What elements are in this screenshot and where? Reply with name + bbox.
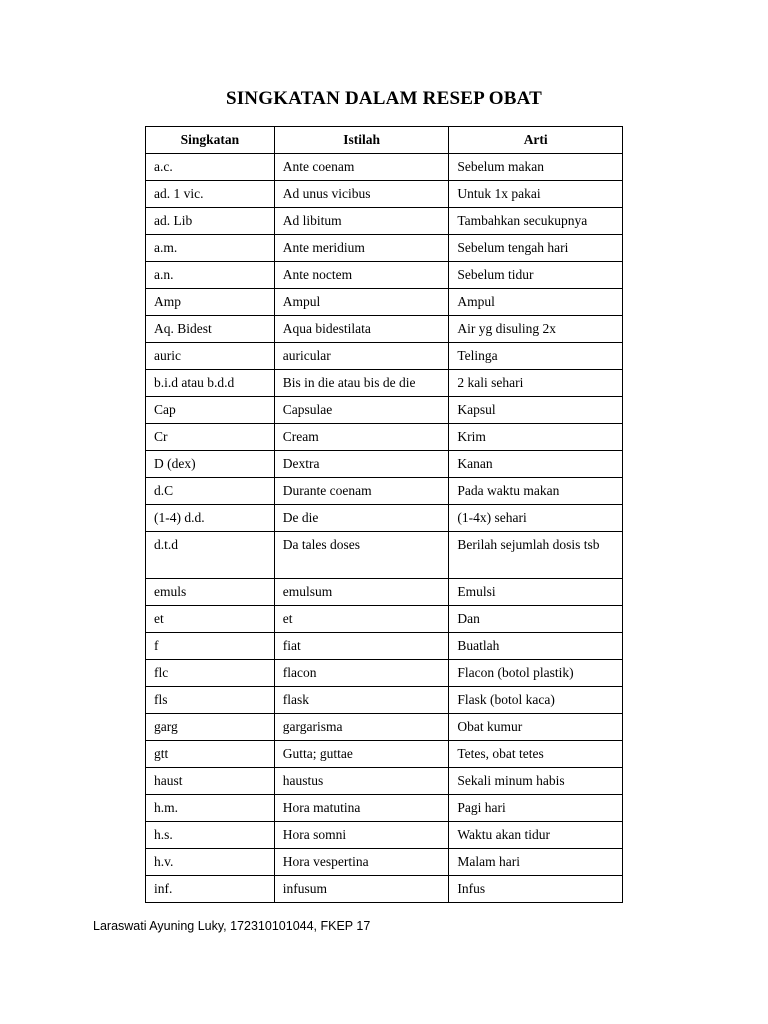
cell-arti: Sebelum makan (449, 154, 623, 181)
table-row (146, 741, 623, 768)
table-row (146, 370, 623, 397)
cell-istilah: Gutta; guttae (274, 741, 449, 768)
cell-singkatan: a.c. (146, 154, 275, 181)
table-row (146, 795, 623, 822)
table-row (146, 822, 623, 849)
table-row (146, 289, 623, 316)
cell-singkatan: flc (146, 660, 275, 687)
cell-arti: Ampul (449, 289, 623, 316)
cell-arti: Untuk 1x pakai (449, 181, 623, 208)
header-singkatan: Singkatan (146, 127, 275, 154)
cell-singkatan: gtt (146, 741, 275, 768)
cell-arti: Krim (449, 424, 623, 451)
cell-istilah: Ante coenam (274, 154, 449, 181)
cell-istilah: Cream (274, 424, 449, 451)
cell-singkatan: Aq. Bidest (146, 316, 275, 343)
cell-singkatan: h.s. (146, 822, 275, 849)
cell-istilah: emulsum (274, 579, 449, 606)
table-header-row (146, 127, 623, 154)
cell-arti: Sekali minum habis (449, 768, 623, 795)
table-row (146, 714, 623, 741)
cell-istilah: Ante meridium (274, 235, 449, 262)
cell-istilah: Aqua bidestilata (274, 316, 449, 343)
table-row (146, 633, 623, 660)
table-row (146, 532, 623, 579)
cell-arti: Tambahkan secukupnya (449, 208, 623, 235)
cell-singkatan: Cap (146, 397, 275, 424)
cell-istilah: auricular (274, 343, 449, 370)
cell-arti: Sebelum tidur (449, 262, 623, 289)
table-row (146, 768, 623, 795)
cell-arti: Flacon (botol plastik) (449, 660, 623, 687)
cell-singkatan: d.t.d (146, 532, 275, 579)
cell-istilah: Da tales doses (274, 532, 449, 579)
cell-singkatan: Amp (146, 289, 275, 316)
cell-arti: Obat kumur (449, 714, 623, 741)
cell-istilah: Hora somni (274, 822, 449, 849)
cell-singkatan: h.v. (146, 849, 275, 876)
table-row (146, 849, 623, 876)
cell-istilah: fiat (274, 633, 449, 660)
cell-arti: Sebelum tengah hari (449, 235, 623, 262)
cell-singkatan: et (146, 606, 275, 633)
cell-singkatan: ad. Lib (146, 208, 275, 235)
author-footer: Laraswati Ayuning Luky, 172310101044, FKEP 17 (93, 919, 371, 933)
table-row (146, 876, 623, 903)
cell-arti: Dan (449, 606, 623, 633)
cell-istilah: Ad libitum (274, 208, 449, 235)
cell-singkatan: h.m. (146, 795, 275, 822)
table-row (146, 451, 623, 478)
cell-arti: Kapsul (449, 397, 623, 424)
header-arti: Arti (449, 127, 623, 154)
cell-arti: Buatlah (449, 633, 623, 660)
table-row (146, 235, 623, 262)
cell-singkatan: inf. (146, 876, 275, 903)
table-row (146, 606, 623, 633)
cell-singkatan: Cr (146, 424, 275, 451)
cell-arti: Flask (botol kaca) (449, 687, 623, 714)
cell-istilah: Ampul (274, 289, 449, 316)
cell-singkatan: haust (146, 768, 275, 795)
cell-arti: Tetes, obat tetes (449, 741, 623, 768)
cell-istilah: Hora vespertina (274, 849, 449, 876)
abbreviation-table (145, 126, 623, 903)
header-istilah: Istilah (274, 127, 449, 154)
cell-arti: Kanan (449, 451, 623, 478)
table-row (146, 579, 623, 606)
cell-arti: Pada waktu makan (449, 478, 623, 505)
cell-arti: Emulsi (449, 579, 623, 606)
table-row (146, 154, 623, 181)
cell-singkatan: a.n. (146, 262, 275, 289)
cell-arti: Berilah sejumlah dosis tsb (449, 532, 623, 579)
cell-istilah: gargarisma (274, 714, 449, 741)
table-row (146, 505, 623, 532)
table-row (146, 424, 623, 451)
cell-arti: Waktu akan tidur (449, 822, 623, 849)
cell-istilah: Ad unus vicibus (274, 181, 449, 208)
table-row (146, 181, 623, 208)
table-row (146, 262, 623, 289)
cell-istilah: Hora matutina (274, 795, 449, 822)
cell-singkatan: d.C (146, 478, 275, 505)
table-row (146, 397, 623, 424)
cell-istilah: Ante noctem (274, 262, 449, 289)
cell-singkatan: (1-4) d.d. (146, 505, 275, 532)
cell-arti: Pagi hari (449, 795, 623, 822)
cell-singkatan: fls (146, 687, 275, 714)
cell-istilah: Durante coenam (274, 478, 449, 505)
cell-istilah: et (274, 606, 449, 633)
table-body (146, 154, 623, 903)
cell-arti: Air yg disuling 2x (449, 316, 623, 343)
cell-arti: 2 kali sehari (449, 370, 623, 397)
cell-arti: Telinga (449, 343, 623, 370)
cell-singkatan: garg (146, 714, 275, 741)
cell-istilah: flacon (274, 660, 449, 687)
cell-arti: (1-4x) sehari (449, 505, 623, 532)
cell-istilah: Capsulae (274, 397, 449, 424)
cell-singkatan: emuls (146, 579, 275, 606)
cell-singkatan: D (dex) (146, 451, 275, 478)
cell-istilah: flask (274, 687, 449, 714)
table-row (146, 687, 623, 714)
table-row (146, 208, 623, 235)
cell-istilah: Dextra (274, 451, 449, 478)
document-title: SINGKATAN DALAM RESEP OBAT (225, 88, 543, 109)
cell-istilah: haustus (274, 768, 449, 795)
cell-singkatan: f (146, 633, 275, 660)
cell-istilah: Bis in die atau bis de die (274, 370, 449, 397)
cell-istilah: De die (274, 505, 449, 532)
table-row (146, 478, 623, 505)
table-row (146, 316, 623, 343)
cell-singkatan: a.m. (146, 235, 275, 262)
cell-arti: Malam hari (449, 849, 623, 876)
table-row (146, 343, 623, 370)
table-row (146, 660, 623, 687)
cell-arti: Infus (449, 876, 623, 903)
cell-singkatan: ad. 1 vic. (146, 181, 275, 208)
cell-istilah: infusum (274, 876, 449, 903)
cell-singkatan: auric (146, 343, 275, 370)
cell-singkatan: b.i.d atau b.d.d (146, 370, 275, 397)
